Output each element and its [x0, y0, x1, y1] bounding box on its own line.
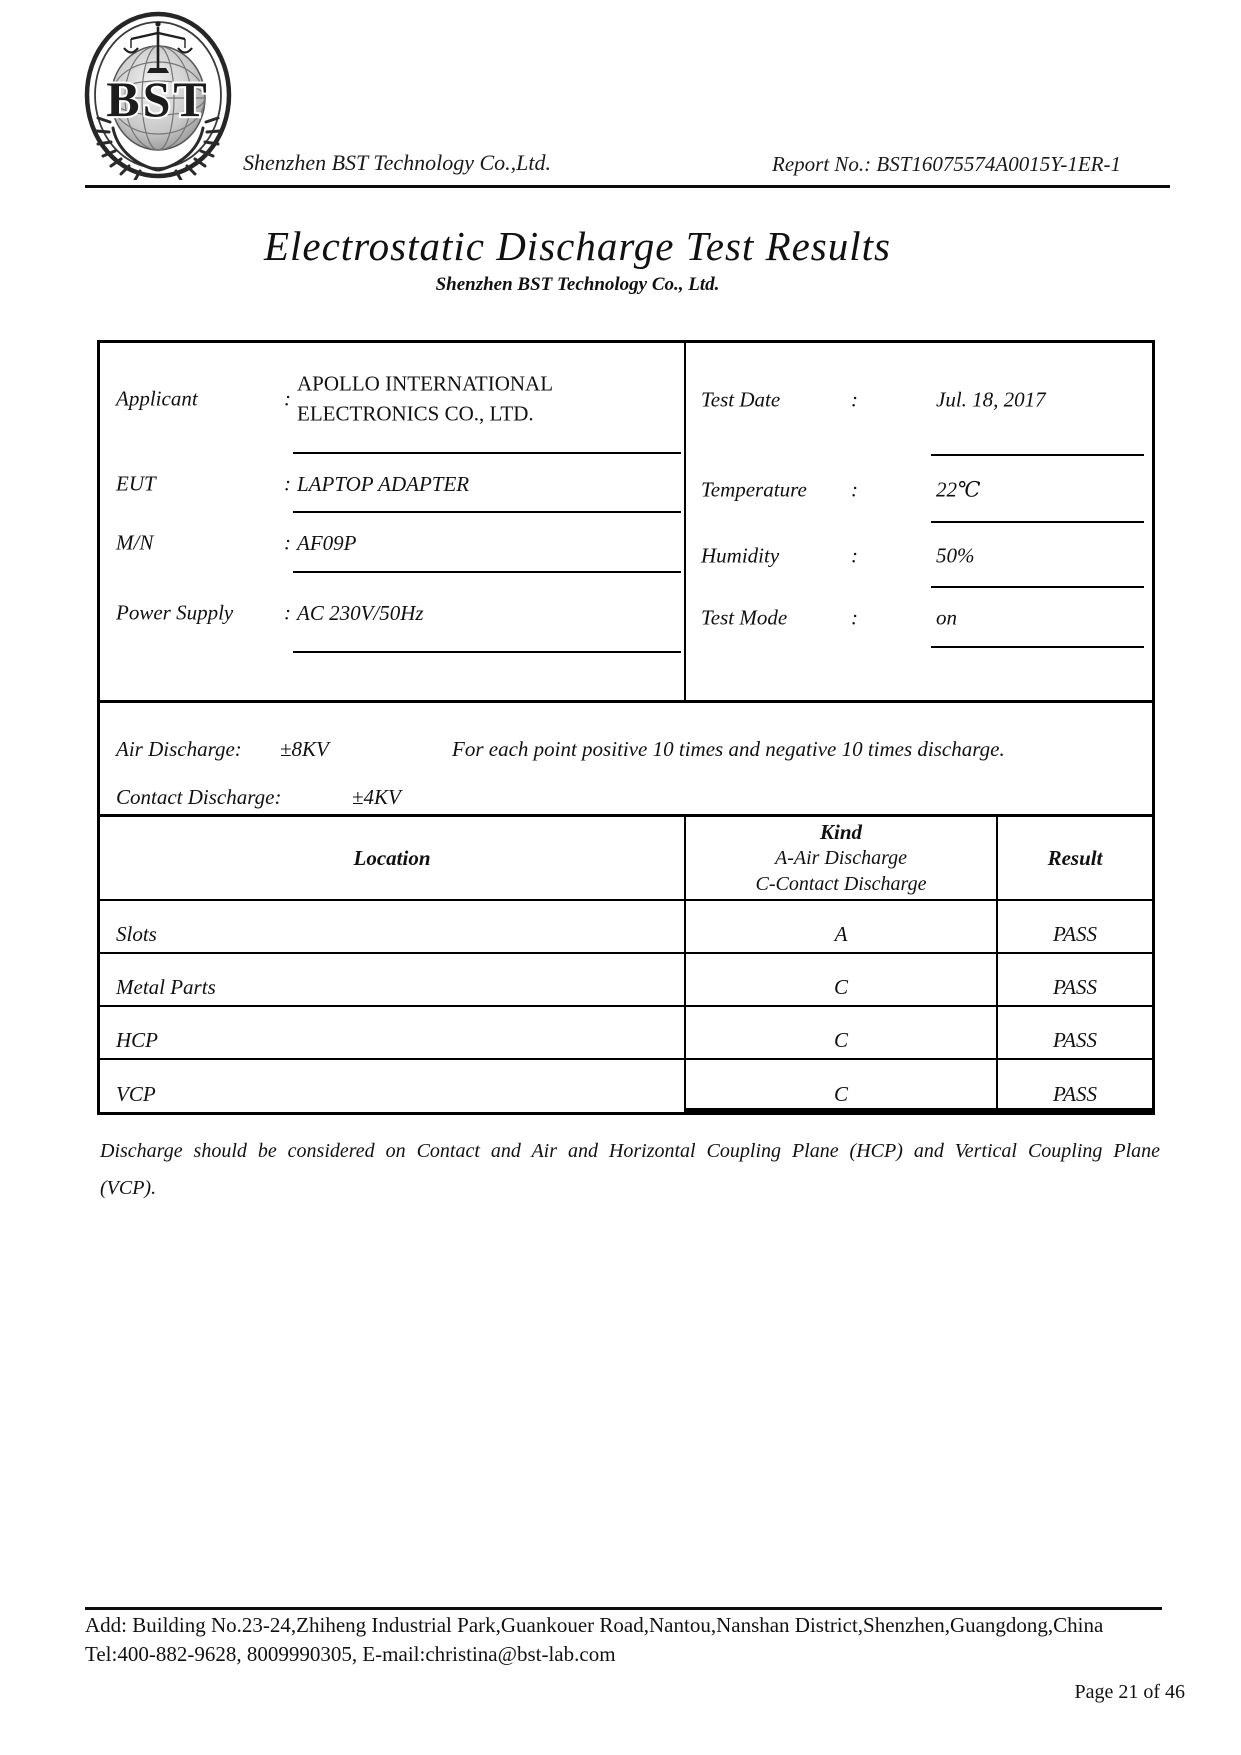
column-header-result	[998, 817, 1152, 901]
kind-header-text: Kind	[819, 819, 863, 844]
bst-logo	[83, 10, 233, 180]
info-row-eut	[100, 454, 684, 513]
mn-label: M/N	[116, 530, 154, 555]
value-underline	[931, 646, 1144, 648]
test-date-value: Jul. 18, 2017	[936, 387, 1046, 411]
info-right-column	[684, 343, 1152, 700]
test-mode-value: on	[936, 605, 957, 630]
colon: :	[851, 477, 858, 501]
eut-label: EUT	[116, 471, 156, 495]
info-row-humidity	[686, 523, 1152, 588]
colon: :	[851, 387, 858, 411]
kind-header-air: A-Air Discharge	[774, 846, 907, 869]
colon: :	[284, 600, 291, 625]
kind-header-contact: C-Contact Discharge	[755, 872, 927, 895]
table-row-location: VCP	[100, 1060, 686, 1112]
temperature-label: Temperature	[701, 477, 807, 501]
info-row-power-supply	[100, 573, 684, 653]
table-row-location: Metal Parts	[100, 954, 686, 1007]
footer-address: Add: Building No.23-24,Zhiheng Industrial Park,Guankouer Road,Nantou,Nanshan District,Shenzhen,Guangdong,China	[85, 1613, 1104, 1637]
table-bottom-heavy-border	[684, 1108, 1152, 1112]
mn-value: AF09P	[297, 530, 357, 555]
value-underline	[293, 651, 681, 653]
table-row-kind: A	[686, 901, 998, 954]
table-row-kind: C	[686, 954, 998, 1007]
result-header-text: Result	[1047, 845, 1103, 870]
test-mode-label: Test Mode	[701, 605, 788, 630]
info-row-mn	[100, 513, 684, 573]
header-report-number: Report No.: BST16075574A0015Y-1ER-1	[772, 152, 1122, 176]
info-row-applicant	[100, 343, 684, 454]
contact-discharge-label: Contact Discharge:	[116, 785, 282, 809]
colon: :	[284, 386, 291, 410]
page-subtitle: Shenzhen BST Technology Co., Ltd.	[435, 274, 720, 295]
table-row-result: PASS	[998, 1007, 1152, 1060]
colon: :	[284, 530, 291, 555]
applicant-label: Applicant	[116, 386, 198, 410]
contact-discharge-value: ±4KV	[352, 785, 401, 809]
eut-value: LAPTOP ADAPTER	[297, 471, 470, 496]
power-supply-label: Power Supply	[116, 600, 234, 625]
discharge-levels-section	[100, 700, 1152, 814]
footer-contact: Tel:400-882-9628, 8009990305, E-mail:christina@bst-lab.com	[85, 1642, 616, 1666]
test-results-table	[97, 340, 1155, 1115]
header-company-name: Shenzhen BST Technology Co.,Ltd.	[243, 150, 552, 175]
location-header-text: Location	[353, 845, 431, 870]
air-discharge-value: ±8KV	[280, 737, 329, 761]
humidity-value: 50%	[936, 543, 975, 567]
colon: :	[284, 471, 291, 495]
table-row-kind: C	[686, 1060, 998, 1112]
colon: :	[851, 543, 858, 567]
info-row-temperature	[686, 456, 1152, 523]
table-row-kind: C	[686, 1007, 998, 1060]
info-section	[100, 343, 1152, 700]
humidity-label: Humidity	[701, 543, 780, 567]
header-rule	[85, 185, 1170, 188]
info-left-column	[100, 343, 684, 700]
column-header-kind	[686, 817, 998, 901]
table-row-result: PASS	[998, 901, 1152, 954]
discharge-note: Discharge should be considered on Contact and Air and Horizontal Coupling Plane (HCP) and Vertical Coupling Plane (VCP).	[100, 1140, 1160, 1199]
colon: :	[851, 605, 858, 630]
info-row-test-mode	[686, 588, 1152, 648]
temperature-value: 22℃	[936, 477, 981, 501]
footer-rule	[85, 1607, 1162, 1610]
logo-letters: BST	[106, 71, 210, 127]
info-row-test-date	[686, 343, 1152, 456]
test-date-label: Test Date	[701, 387, 781, 411]
page-number: Page 21 of 46	[1074, 1681, 1185, 1703]
table-row-result: PASS	[1053, 1082, 1097, 1106]
air-discharge-label: Air Discharge:	[116, 737, 242, 761]
applicant-value: APOLLO INTERNATIONAL ELECTRONICS CO., LTD.	[297, 371, 553, 426]
results-grid	[100, 814, 1152, 1112]
table-row-location: Slots	[100, 901, 686, 954]
page-title: Electrostatic Discharge Test Results	[263, 223, 892, 269]
power-supply-value: AC 230V/50Hz	[297, 600, 424, 625]
table-row-location: HCP	[100, 1007, 686, 1060]
column-header-location	[100, 817, 686, 901]
discharge-procedure-note: For each point positive 10 times and negative 10 times discharge.	[452, 737, 1005, 761]
table-row-result: PASS	[998, 954, 1152, 1007]
